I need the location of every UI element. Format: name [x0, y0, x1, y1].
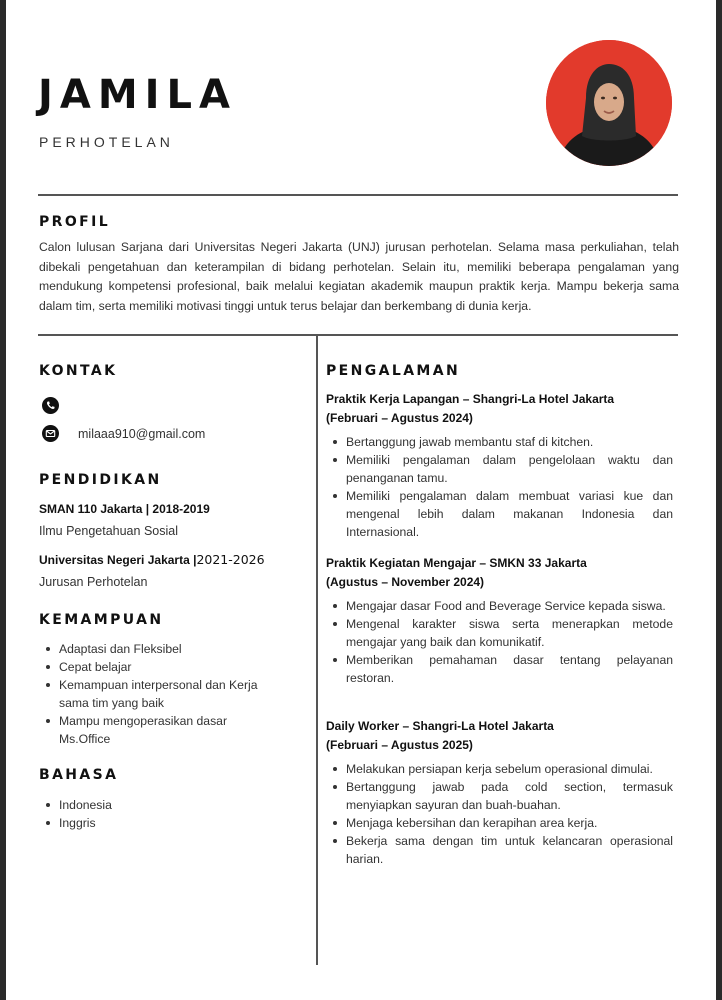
list-item: Cepat belajar [39, 658, 261, 676]
candidate-name: JAMILA [38, 72, 237, 118]
profile-text: Calon lulusan Sarjana dari Universitas Negeri Jakarta (UNJ) jurusan perhotelan. Selama masa perkuliahan, telah dibekali pengetahuan dan keterampilan di bidang perhotelan. Selain itu, memiliki beberapa pengalaman yang mendukung kompetensi profesional, baik melalui kegiatan akademik maupun praktik kerja. Mampu bekerja sama dalam tim, serta memiliki motivasi tinggi untuk terus belajar dan berkembang di dunia kerja. [39, 240, 679, 313]
list-item: Menjaga kebersihan dan kerapihan area kerja. [326, 814, 673, 832]
education-major-1: Ilmu Pengetahuan Sosial [39, 524, 178, 538]
education-school-1 [39, 502, 210, 516]
job-1-points [326, 433, 673, 541]
list-item: Mengajar dasar Food and Beverage Service kepada siswa. [326, 597, 673, 615]
languages-heading: BAHASA [39, 767, 119, 783]
email-address[interactable]: milaaa910@gmail.com [78, 426, 206, 441]
list-item: Bertanggung jawab membantu staf di kitchen. [326, 433, 673, 451]
person-portrait-icon [546, 40, 672, 166]
job-1-title: Praktik Kerja Lapangan – Shangri-La Hotel Jakarta [326, 392, 615, 406]
profile-divider [38, 334, 678, 336]
list-item: Indonesia [39, 796, 261, 814]
header-divider [38, 194, 678, 196]
education-school-1-name: SMAN 110 Jakarta | 2018-2019 [39, 502, 210, 516]
list-item: Mampu mengoperasikan dasar Ms.Office [39, 712, 261, 748]
list-item: Adaptasi dan Fleksibel [39, 640, 261, 658]
skills-list [39, 640, 261, 748]
skills-heading: KEMAMPUAN [39, 612, 164, 628]
list-item: Melakukan persiapan kerja sebelum operasional dimulai. [326, 760, 673, 778]
list-item: Bertanggung jawab pada cold section, termasuk menyiapkan sayuran dan buah-buahan. [326, 778, 673, 814]
list-item: Mengenal karakter siswa serta menerapkan metode mengajar yang baik dan komunikatif. [326, 615, 673, 651]
job-2-points [326, 597, 673, 687]
experience-heading: PENGALAMAN [326, 363, 461, 379]
job-1-header [326, 390, 674, 428]
candidate-role: PERHOTELAN [39, 134, 174, 150]
list-item: Memiliki pengalaman dalam membuat variasi kue dan mengenal lebih dalam makanan Indonesia dan Internasional. [326, 487, 673, 541]
list-item: Memiliki pengalaman dalam pengelolaan waktu dan penanganan tamu. [326, 451, 673, 487]
job-3-header [326, 717, 674, 755]
languages-list [39, 796, 261, 832]
education-major-2: Jurusan Perhotelan [39, 575, 148, 589]
education-school-2 [39, 552, 265, 567]
email-icon [42, 425, 59, 442]
column-divider [316, 335, 318, 965]
profile-photo [546, 40, 672, 166]
education-heading: PENDIDIKAN [39, 472, 162, 488]
education-school-2-years: 2021-2026 [196, 552, 265, 567]
list-item: Memberikan pemahaman dasar tentang pelayanan restoran. [326, 651, 673, 687]
contact-heading: KONTAK [39, 363, 118, 379]
job-1-period: (Februari – Agustus 2024) [326, 411, 473, 425]
profile-heading: PROFIL [39, 214, 111, 230]
list-item: Bekerja sama dengan tim untuk kelancaran operasional harian. [326, 832, 673, 868]
contact-phone-row [42, 397, 59, 414]
job-3-points [326, 760, 673, 868]
list-item: Kemampuan interpersonal dan Kerja sama tim yang baik [39, 676, 261, 712]
job-3-title: Daily Worker – Shangri-La Hotel Jakarta [326, 719, 554, 733]
phone-icon [42, 397, 59, 414]
job-3-period: (Februari – Agustus 2025) [326, 738, 473, 752]
list-item: Inggris [39, 814, 261, 832]
contact-email-row [42, 425, 205, 442]
education-school-2-name: Universitas Negeri Jakarta | [39, 553, 197, 567]
job-2-header [326, 554, 674, 592]
resume-page [6, 0, 716, 1000]
job-2-period: (Agustus – November 2024) [326, 575, 485, 589]
job-2-title: Praktik Kegiatan Mengajar – SMKN 33 Jakarta [326, 556, 587, 570]
